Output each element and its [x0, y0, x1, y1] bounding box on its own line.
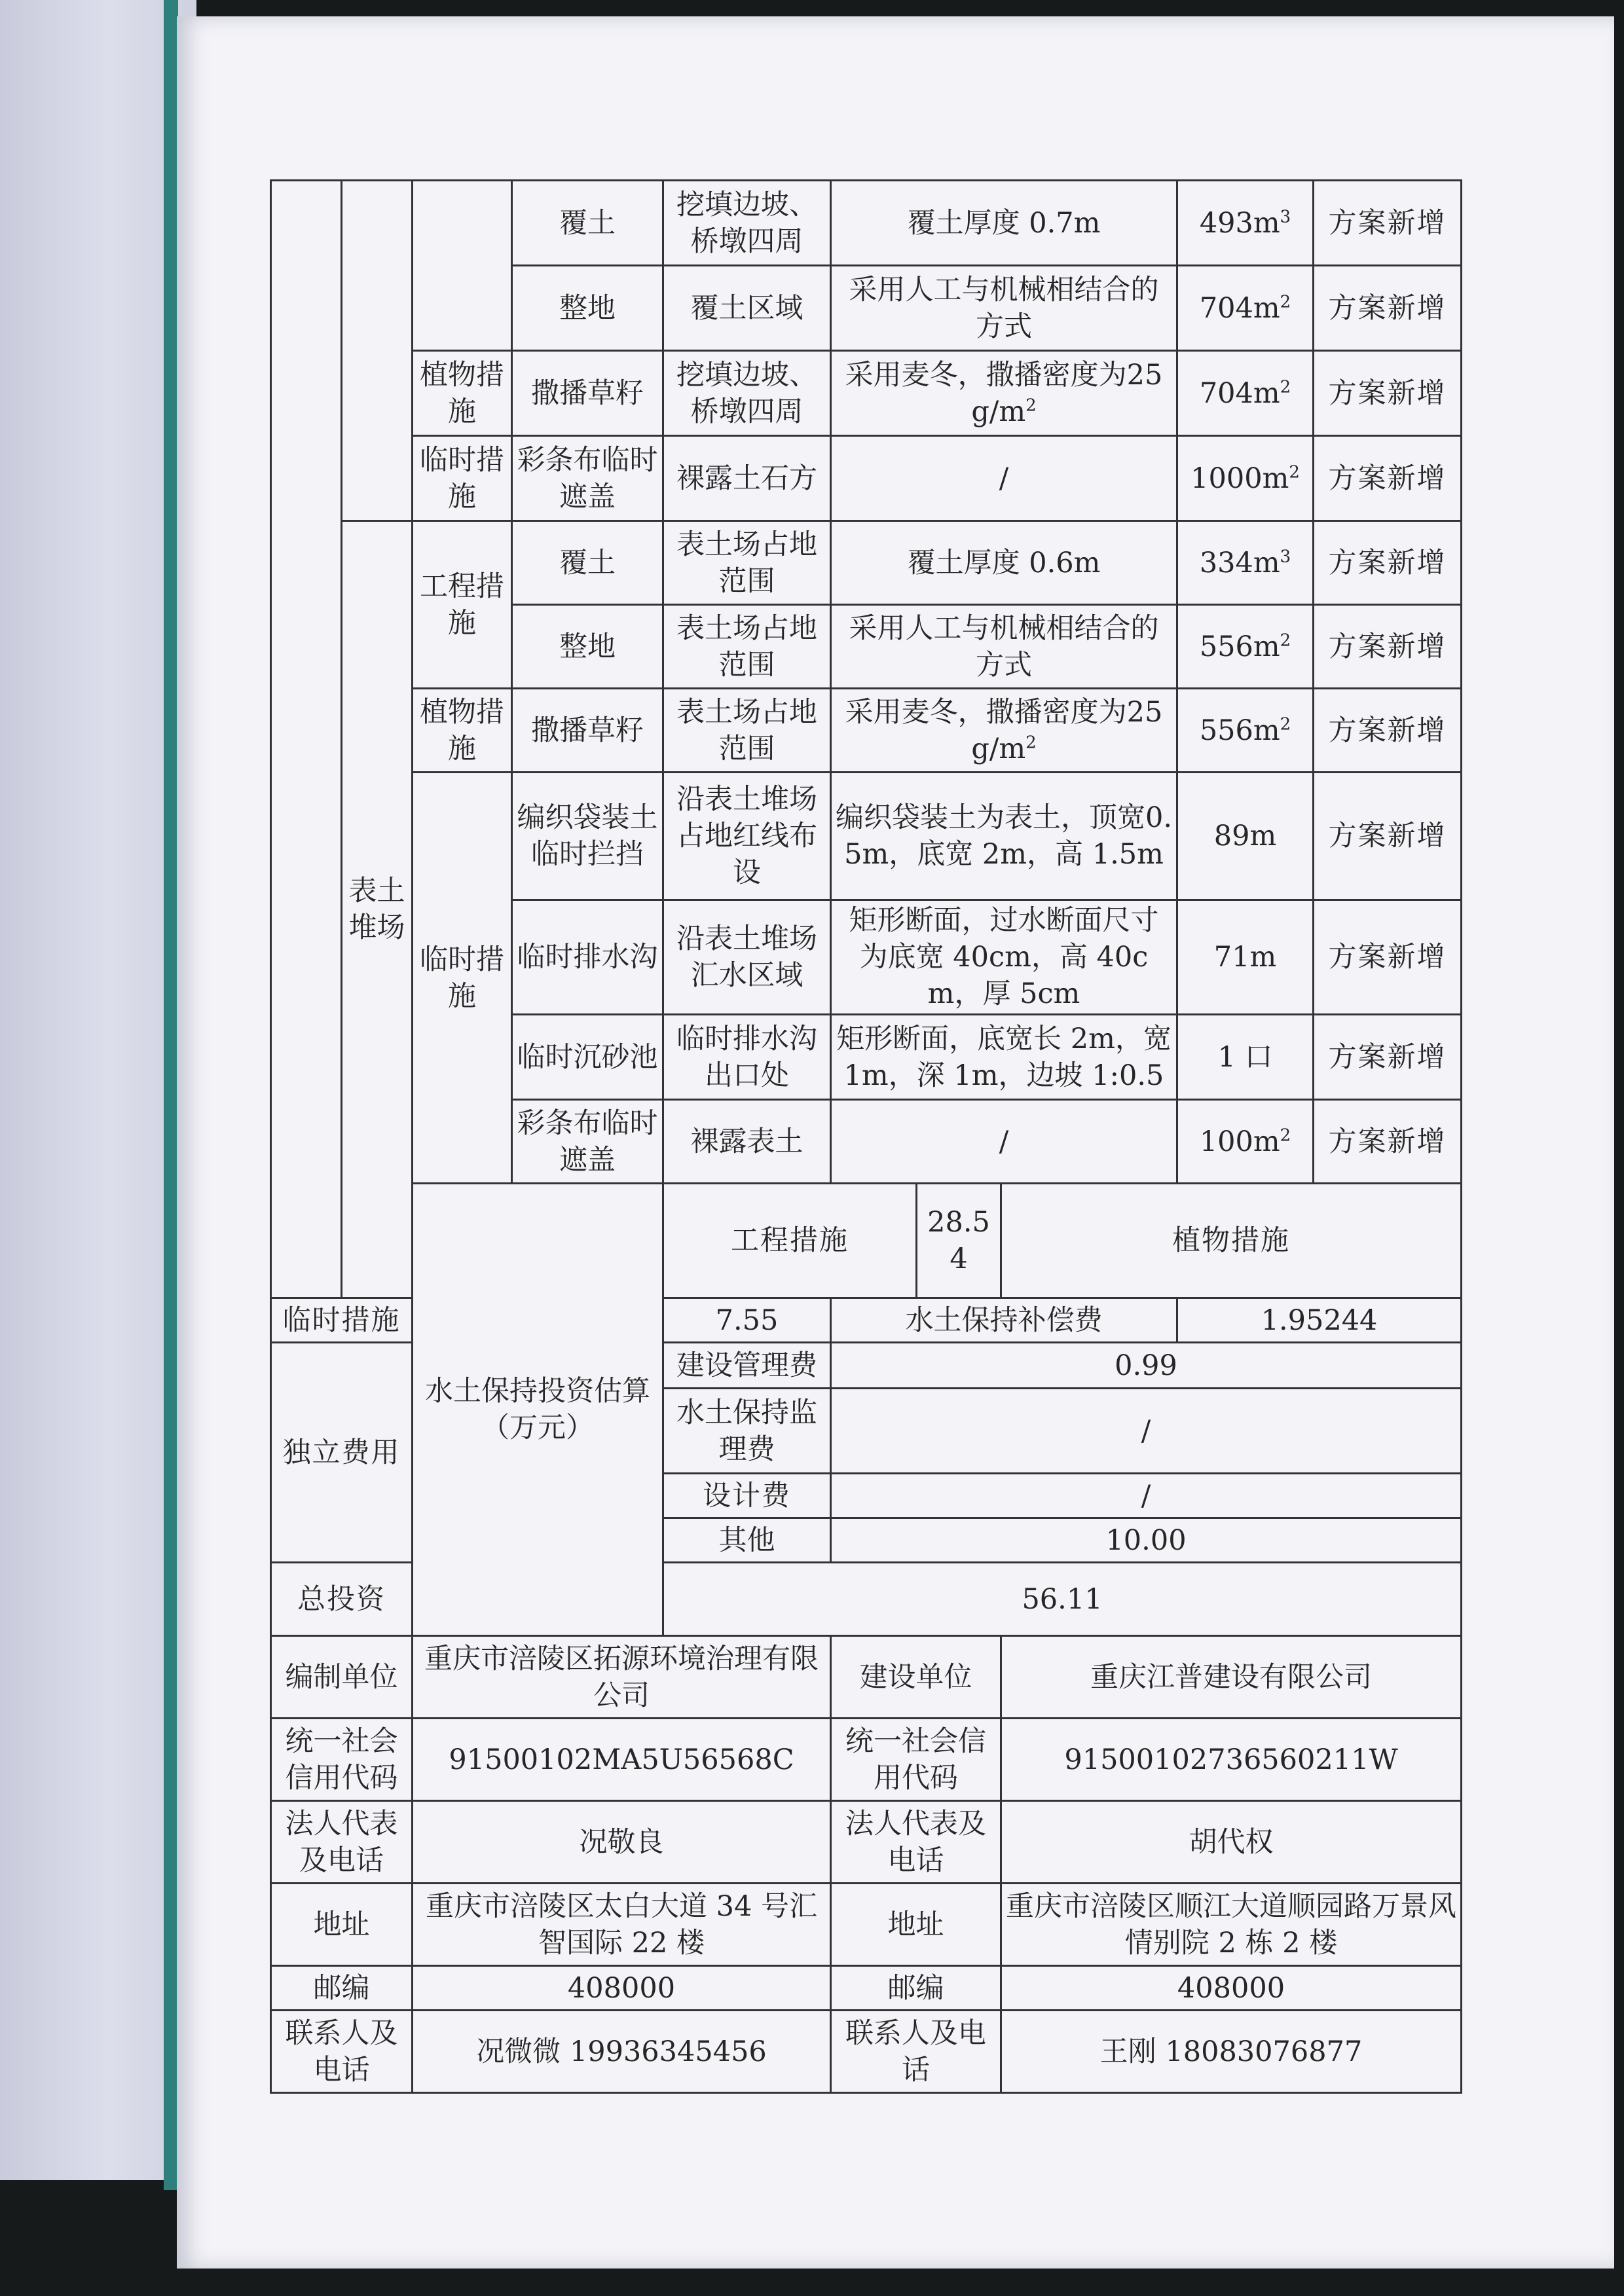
cost-label: 水土保持补偿费	[831, 1298, 1177, 1343]
measure-quantity: $704m^2$	[1177, 266, 1314, 351]
cost-value: 1.95244	[1177, 1298, 1462, 1343]
cost-value: 28.54	[917, 1184, 1001, 1298]
measure-spec: 采用麦冬，撒播密度为$25g/m^2$	[831, 689, 1177, 773]
measure-item: 覆土	[512, 521, 663, 605]
measure-quantity: $704m^2$	[1177, 351, 1314, 436]
table-row	[271, 1801, 1462, 1884]
zone-label: 表土堆场	[342, 521, 413, 1298]
measure-item: 彩条布临时遮盖	[512, 1100, 663, 1184]
cost-value: 10.00	[831, 1518, 1462, 1563]
cost-value: 7.55	[663, 1298, 831, 1343]
measure-quantity: $100m^2$	[1177, 1100, 1314, 1184]
measure-note: 方案新增	[1314, 1100, 1462, 1184]
measure-spec: 编织袋装土为表土，顶宽0.5m，底宽 2m，高 1.5m	[831, 773, 1177, 900]
measure-note: 方案新增	[1314, 1015, 1462, 1100]
measure-type: 植物措施	[413, 351, 512, 436]
table-row	[271, 521, 1462, 605]
measure-quantity: 1 口	[1177, 1015, 1314, 1100]
measure-spec: 采用人工与机械相结合的方式	[831, 266, 1177, 351]
soil-conservation-table	[270, 179, 1462, 2094]
table-row	[271, 1719, 1462, 1801]
total-value: 56.11	[663, 1563, 1462, 1636]
measure-location: 挖填边坡、桥墩四周	[663, 181, 831, 266]
measure-note: 方案新增	[1314, 521, 1462, 605]
measure-location: 表土场占地范围	[663, 521, 831, 605]
compiler-name: 重庆市涪陵区拓源环境治理有限公司	[413, 1636, 831, 1719]
cost-value: /	[831, 1389, 1462, 1474]
table-row	[271, 1184, 1462, 1298]
measure-location: 沿表土堆场汇水区域	[663, 900, 831, 1015]
info-label: 法人代表及电话	[831, 1801, 1001, 1884]
legal-representative: 况敬良	[413, 1801, 831, 1884]
measure-spec: /	[831, 1100, 1177, 1184]
measure-item: 整地	[512, 266, 663, 351]
investment-section-label: 水土保持投资估算（万元）	[413, 1184, 663, 1636]
measure-location: 裸露表土	[663, 1100, 831, 1184]
info-label: 联系人及电话	[831, 2011, 1001, 2093]
measure-note: 方案新增	[1314, 351, 1462, 436]
table-row	[271, 689, 1462, 773]
info-label: 地址	[831, 1884, 1001, 1966]
measure-item: 临时排水沟	[512, 900, 663, 1015]
measure-type: 临时措施	[413, 436, 512, 521]
builder-name: 重庆江普建设有限公司	[1001, 1636, 1462, 1719]
table-row	[271, 436, 1462, 521]
measure-type: 工程措施	[413, 521, 512, 689]
cost-label: 工程措施	[663, 1184, 917, 1298]
measure-location: 裸露土石方	[663, 436, 831, 521]
measure-spec: /	[831, 436, 1177, 521]
measure-location: 覆土区域	[663, 266, 831, 351]
measure-type: 临时措施	[413, 773, 512, 1184]
table-row	[271, 1636, 1462, 1719]
measure-spec: 采用麦冬，撒播密度为$25g/m^2$	[831, 351, 1177, 436]
measure-note: 方案新增	[1314, 436, 1462, 521]
measure-quantity: $493m^3$	[1177, 181, 1314, 266]
measure-item: 撒播草籽	[512, 689, 663, 773]
table-row	[271, 351, 1462, 436]
measure-note: 方案新增	[1314, 605, 1462, 689]
measure-quantity: $556m^2$	[1177, 689, 1314, 773]
measure-quantity: $334m^3$	[1177, 521, 1314, 605]
measure-note: 方案新增	[1314, 181, 1462, 266]
info-label: 编制单位	[271, 1636, 413, 1719]
postcode: 408000	[1001, 1966, 1462, 2011]
measure-spec: 矩形断面，底宽长 2m，宽1m，深 1m，边坡 1:0.5	[831, 1015, 1177, 1100]
info-label: 邮编	[271, 1966, 413, 2011]
binding-edge	[164, 0, 178, 2190]
measure-item: 整地	[512, 605, 663, 689]
address: 重庆市涪陵区顺江大道顺园路万景风情别院 2 栋 2 楼	[1001, 1884, 1462, 1966]
measure-item: 编织袋装土临时拦挡	[512, 773, 663, 900]
measure-note: 方案新增	[1314, 773, 1462, 900]
measure-type: 植物措施	[413, 689, 512, 773]
info-label: 邮编	[831, 1966, 1001, 2011]
measure-item: 彩条布临时遮盖	[512, 436, 663, 521]
section-cell	[271, 181, 342, 1298]
cost-label: 设计费	[663, 1474, 831, 1518]
measure-location: 表土场占地范围	[663, 605, 831, 689]
measure-quantity: $556m^2$	[1177, 605, 1314, 689]
table-row	[271, 1884, 1462, 1966]
cost-label: 临时措施	[271, 1298, 413, 1343]
credit-code: 91500102736560211W	[1001, 1719, 1462, 1801]
measure-quantity: 89m	[1177, 773, 1314, 900]
table-row	[271, 773, 1462, 900]
measure-quantity: $1000m^2$	[1177, 436, 1314, 521]
zone-cell	[342, 181, 413, 521]
table-row	[271, 2011, 1462, 2093]
measure-note: 方案新增	[1314, 900, 1462, 1015]
measure-item: 临时沉砂池	[512, 1015, 663, 1100]
measure-item: 撒播草籽	[512, 351, 663, 436]
address: 重庆市涪陵区太白大道 34 号汇智国际 22 楼	[413, 1884, 831, 1966]
table-row	[271, 1966, 1462, 2011]
info-label: 联系人及电话	[271, 2011, 413, 2093]
measure-spec: 覆土厚度 0.6m	[831, 521, 1177, 605]
contact: 王刚 18083076877	[1001, 2011, 1462, 2093]
legal-representative: 胡代权	[1001, 1801, 1462, 1884]
info-label: 建设单位	[831, 1636, 1001, 1719]
independent-cost-label: 独立费用	[271, 1343, 413, 1563]
cost-label: 植物措施	[1001, 1184, 1462, 1298]
measure-spec: 矩形断面，过水断面尺寸为底宽 40cm，高 40cm，厚 5cm	[831, 900, 1177, 1015]
cost-label: 其他	[663, 1518, 831, 1563]
cost-label: 水土保持监理费	[663, 1389, 831, 1474]
postcode: 408000	[413, 1966, 831, 2011]
total-label: 总投资	[271, 1563, 413, 1636]
measure-note: 方案新增	[1314, 266, 1462, 351]
measure-location: 挖填边坡、桥墩四周	[663, 351, 831, 436]
contact: 况微微 19936345456	[413, 2011, 831, 2093]
measure-item: 覆土	[512, 181, 663, 266]
info-label: 统一社会信用代码	[271, 1719, 413, 1801]
info-label: 法人代表及电话	[271, 1801, 413, 1884]
credit-code: 91500102MA5U56568C	[413, 1719, 831, 1801]
cost-label: 建设管理费	[663, 1343, 831, 1389]
measure-spec: 采用人工与机械相结合的方式	[831, 605, 1177, 689]
cost-value: 0.99	[831, 1343, 1462, 1389]
measure-location: 表土场占地范围	[663, 689, 831, 773]
measure-spec: 覆土厚度 0.7m	[831, 181, 1177, 266]
measure-note: 方案新增	[1314, 689, 1462, 773]
table-row	[271, 181, 1462, 266]
info-label: 地址	[271, 1884, 413, 1966]
info-label: 统一社会信用代码	[831, 1719, 1001, 1801]
measure-type-cell	[413, 181, 512, 351]
measure-quantity: 71m	[1177, 900, 1314, 1015]
measure-location: 临时排水沟出口处	[663, 1015, 831, 1100]
cost-value: /	[831, 1474, 1462, 1518]
measure-location: 沿表土堆场占地红线布设	[663, 773, 831, 900]
